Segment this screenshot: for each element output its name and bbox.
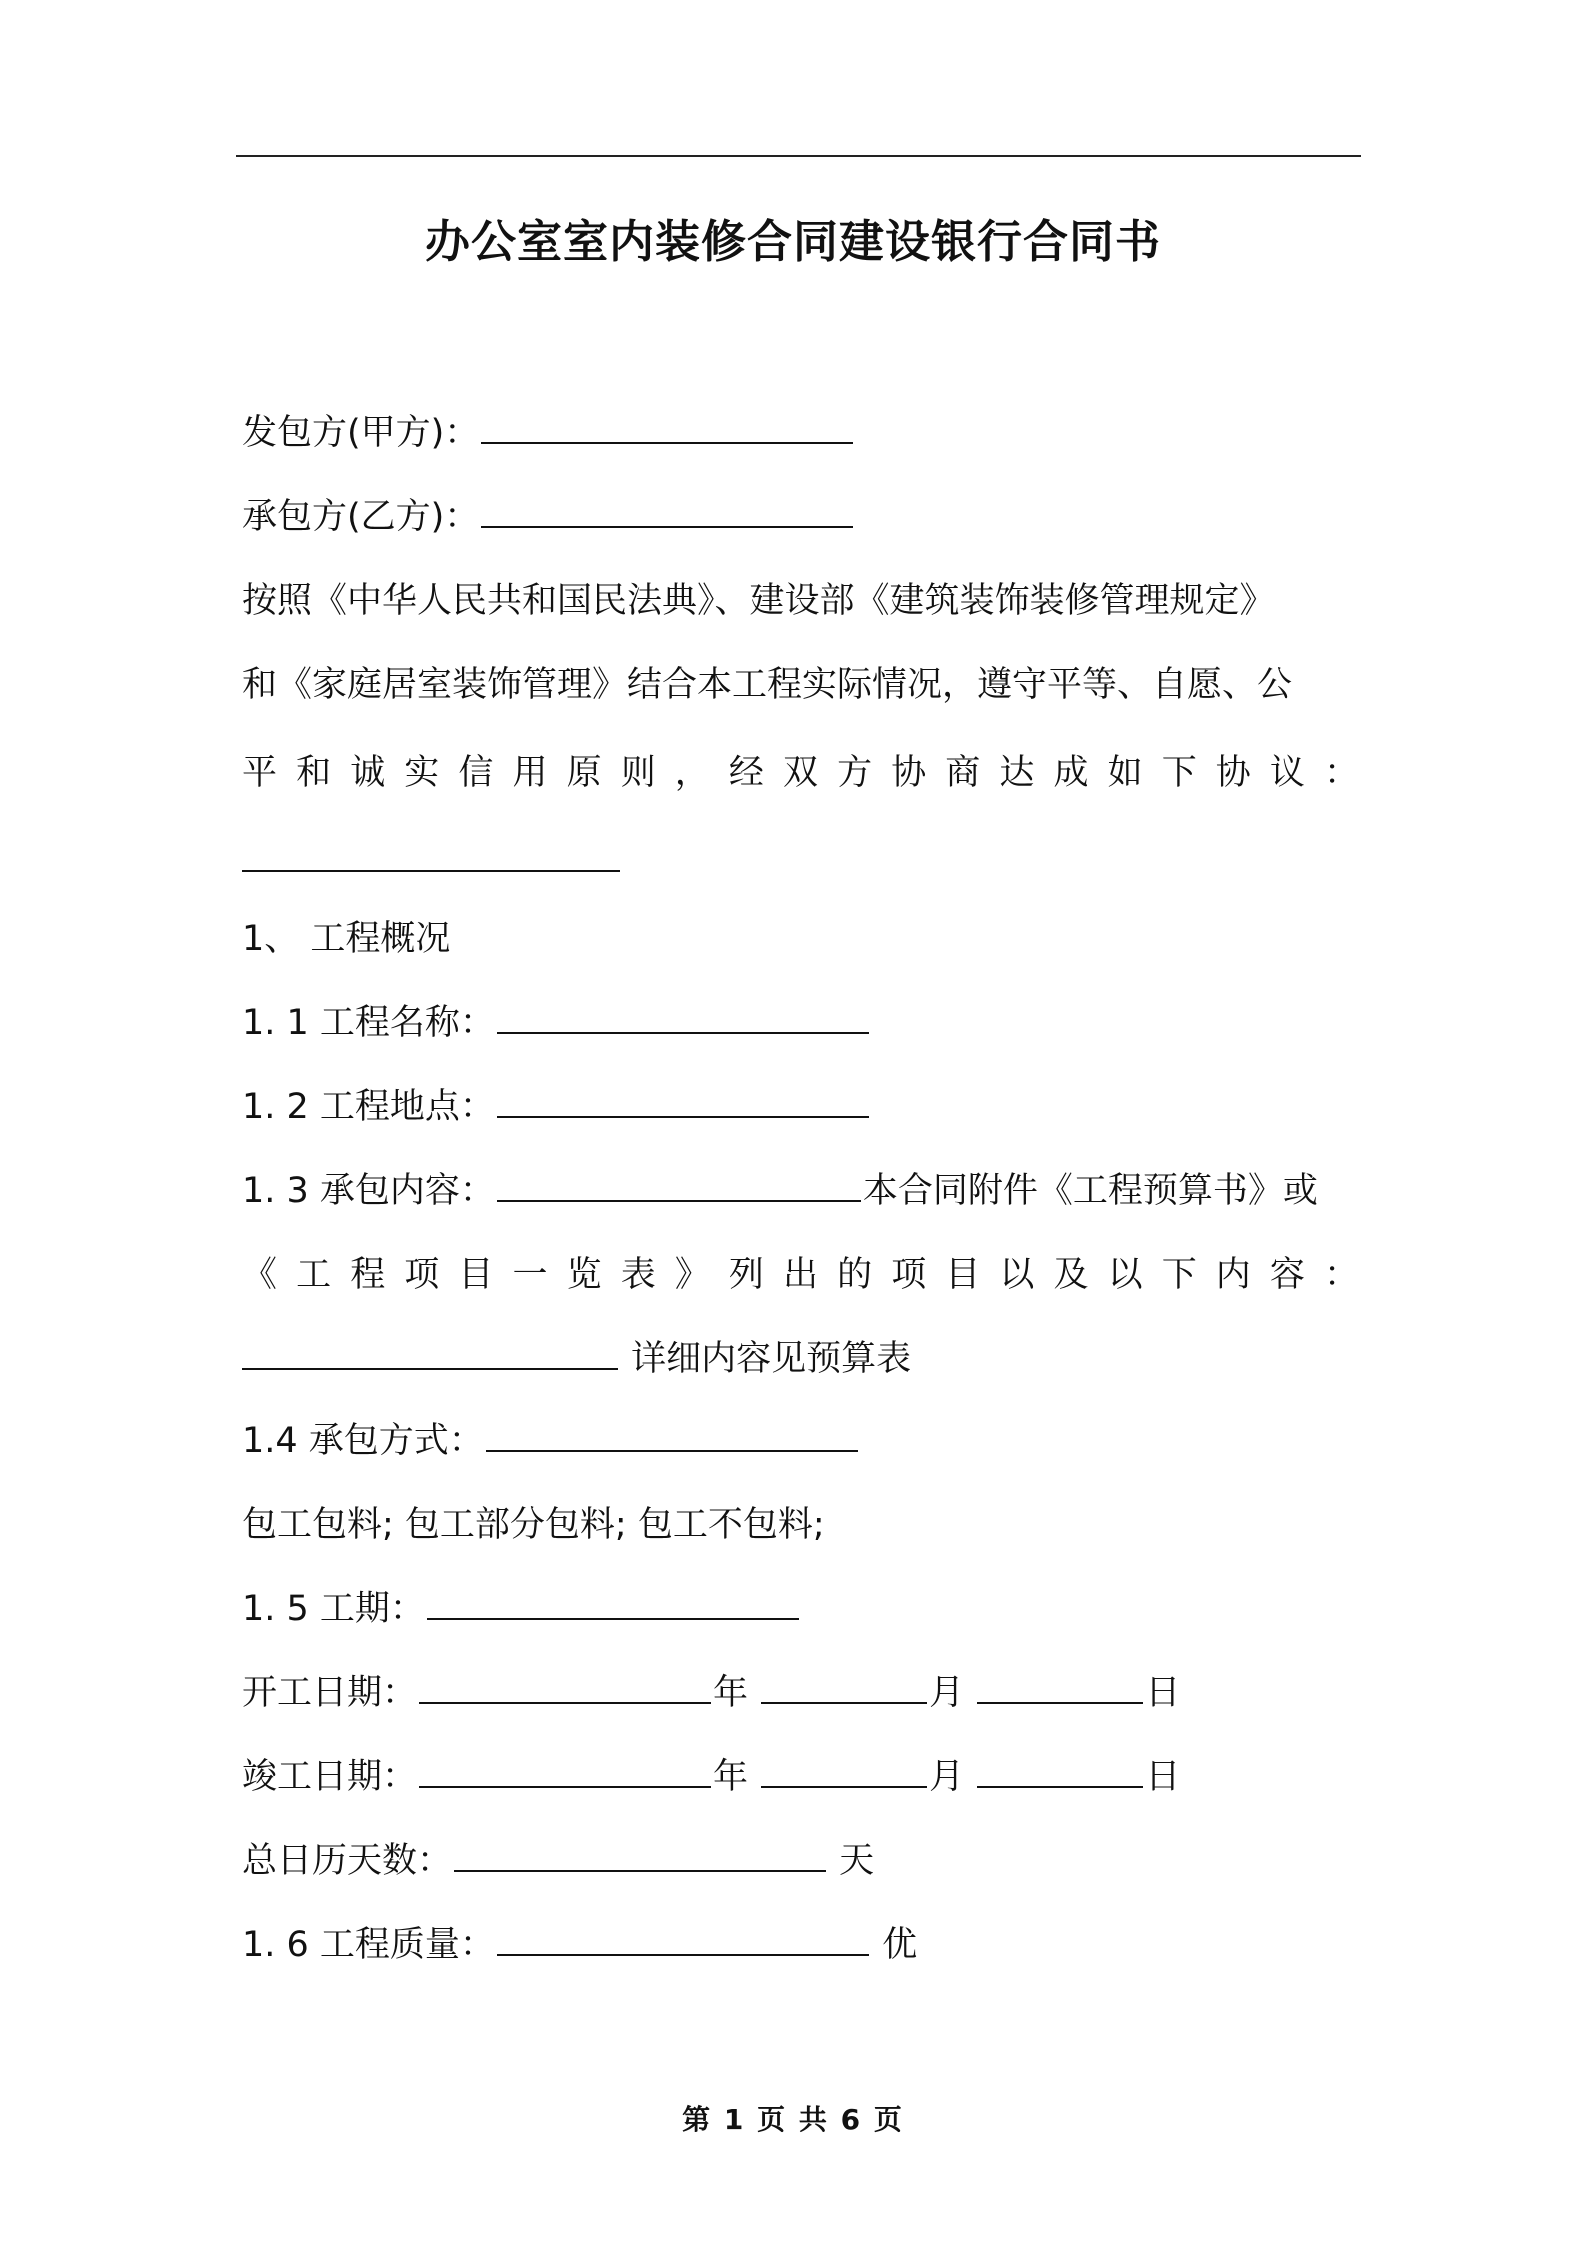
total-days-blank [454, 1840, 826, 1872]
end-month-label: 月 [929, 1757, 965, 1797]
total-days-label: 总日历天数： [242, 1841, 453, 1881]
item-1-3-extra-blank [242, 1338, 618, 1370]
item-1-3-line-3 [242, 1336, 911, 1382]
document-title: 办公室室内装修合同建设银行合同书 [424, 215, 1161, 268]
party-b-line [242, 494, 855, 540]
item-1-6-blank [497, 1924, 869, 1956]
start-day-label: 日 [1145, 1673, 1181, 1713]
item-1-1-blank [497, 1002, 869, 1034]
item-1-4-line [242, 1418, 860, 1464]
intro-line-1: 按照《中华人民共和国民法典》、建设部《建筑装饰装修管理规定》 [242, 581, 1275, 621]
item-1-5-line [242, 1586, 801, 1632]
item-1-3-line [242, 1168, 1318, 1214]
item-1-3-line-2: 《工程项目一览表》列出的项目以及以下内容： [242, 1255, 1359, 1295]
item-1-1-label: 1. 1 工程名称： [242, 1003, 495, 1043]
item-1-6-value: 优 [882, 1925, 918, 1965]
item-1-5-blank [427, 1588, 799, 1620]
item-1-4-label: 1.4 承包方式： [242, 1421, 484, 1461]
start-date-line [242, 1670, 1180, 1716]
intro-line-3: 平和诚实信用原则，经双方协商达成如下协议： [242, 753, 1359, 793]
item-1-1-line [242, 1000, 871, 1046]
item-1-4-blank [486, 1420, 858, 1452]
item-1-2-blank [497, 1086, 869, 1118]
intro-blank-line [242, 838, 622, 884]
party-a-line [242, 410, 855, 456]
start-year-blank [419, 1672, 711, 1704]
start-date-label: 开工日期： [242, 1673, 418, 1713]
start-month-blank [761, 1672, 927, 1704]
start-day-blank [977, 1672, 1143, 1704]
start-month-label: 月 [929, 1673, 965, 1713]
end-day-blank [977, 1756, 1143, 1788]
item-1-3-suffix: 本合同附件《工程预算书》或 [862, 1171, 1318, 1211]
party-b-label: 承包方(乙方)： [242, 497, 480, 537]
end-month-blank [761, 1756, 927, 1788]
intro-line-2: 和《家庭居室装饰管理》结合本工程实际情况，遵守平等、自愿、公 [242, 665, 1293, 705]
item-1-3-line-3-suffix: 详细内容见预算表 [631, 1339, 912, 1379]
item-1-2-label: 1. 2 工程地点： [242, 1087, 495, 1127]
end-year-blank [419, 1756, 711, 1788]
party-b-blank [481, 496, 853, 528]
item-1-5-label: 1. 5 工期： [242, 1589, 425, 1629]
party-a-label: 发包方(甲方)： [242, 413, 480, 453]
item-1-4-options: 包工包料; 包工部分包料; 包工不包料; [242, 1505, 825, 1545]
item-1-6-line [242, 1922, 917, 1968]
header-rule [236, 155, 1361, 157]
end-date-label: 竣工日期： [242, 1757, 418, 1797]
start-year-label: 年 [713, 1673, 749, 1713]
end-date-line [242, 1754, 1180, 1800]
end-day-label: 日 [1145, 1757, 1181, 1797]
item-1-3-label: 1. 3 承包内容： [242, 1171, 495, 1211]
party-a-blank [481, 412, 853, 444]
total-days-line [242, 1838, 874, 1884]
section-1-heading: 1、 工程概况 [242, 919, 451, 959]
item-1-6-label: 1. 6 工程质量： [242, 1925, 495, 1965]
item-1-2-line [242, 1084, 871, 1130]
end-year-label: 年 [713, 1757, 749, 1797]
intro-blank [242, 840, 620, 872]
total-days-unit: 天 [839, 1841, 875, 1881]
item-1-3-blank [497, 1170, 861, 1202]
page-indicator: 第 1 页 共 6 页 [682, 2103, 904, 2136]
